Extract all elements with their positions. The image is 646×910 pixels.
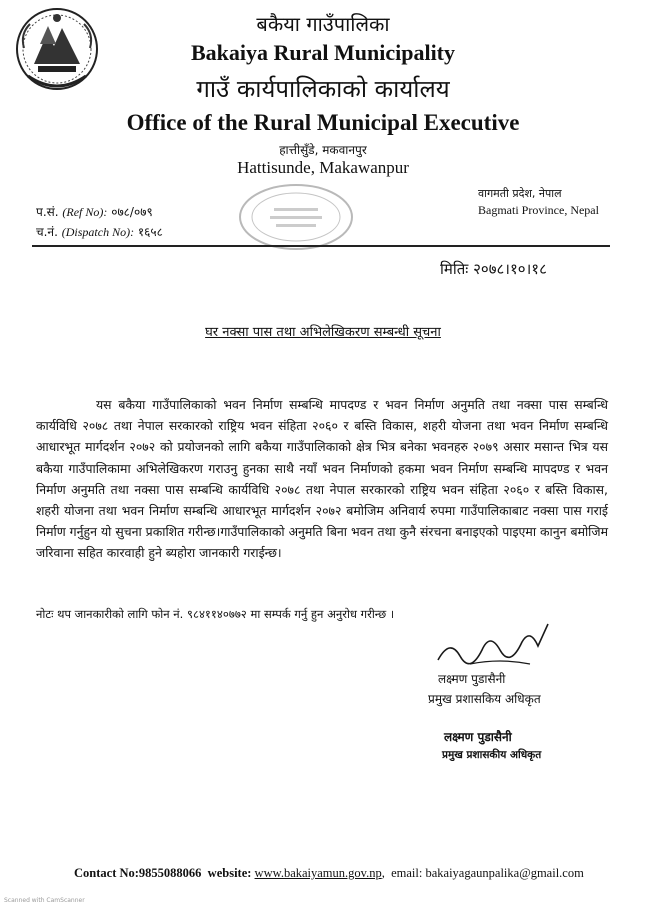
address-nepali: हात्तीसुँडे, मकवानपुर	[279, 143, 367, 157]
scanner-watermark: Scanned with CamScanner	[4, 897, 85, 904]
website-link[interactable]: www.bakaiyamun.gov.np	[254, 866, 382, 880]
dispatch-value: १६५८	[137, 225, 163, 239]
ref-value: ०७८/०७९	[111, 205, 153, 219]
municipality-name-nepali: बकैया गाउँपालिका	[256, 12, 390, 36]
office-name-nepali: गाउँ कार्यपालिकाको कार्यालय	[196, 75, 450, 103]
signatory-title-stamp: प्रमुख प्रशासकीय अधिकृत	[442, 749, 542, 761]
province-english: Bagmati Province, Nepal	[478, 203, 599, 217]
province-nepali: वागमती प्रदेश, नेपाल	[478, 187, 562, 200]
notice-body: यस बकैया गाउँपालिकाको भवन निर्माण सम्बन्धि मापदण्ड र भवन निर्माण अनुमति तथा नक्सा पास सम्बन्धि कार्यविधि २०७८ तथा नेपाल सरकारको राष्ट्रिय भवन संहिता २०६० र बस्ति विकास, शहरी योजना तथा भवन निर्माण सम्बन्धि आधारभूत मार्गदर्शन २०७२ को प्रयोजनको लागि बकैया गाउँपालिकाको क्षेत्र भित्र बनेका भवनहरु २०७९ असार मसान्त भित्र यस बकैया गाउँपालिकामा अभिलेखिकरण गराउनु हुनका साथै नयाँ भवन निर्माणको हकमा भवन निर्माण सम्बन्धि मापदण्ड र भवन निर्माण अनुमति तथा नक्सा पास सम्बन्धि कार्यविधि २०७८ तथा नेपाल सरकारको राष्ट्रिय भवन संहिता २०६० र बस्ति विकास, शहरी योजना तथा भवन निर्माण सम्बन्धि आधारभूत मार्गदर्शन २०७२ बमोजिम अनिवार्य रुपमा गाउँपालिकाबाट नक्सा पास गराई निर्माण गर्नुहुन यो सुचना प्रकाशित गरीन्छ।गाउँपालिकाको अनुमति बिना भवन तथा कुनै संरचना बनाइएको पाइएमा कानुन बमोजिम जरिवाना सहित कारवाही हुने ब्यहोरा जानकारी गराईन्छ।	[36, 397, 608, 561]
date-value: २०७८।१०।१८	[473, 260, 547, 278]
office-name-english: Office of the Rural Municipal Executive	[126, 110, 520, 135]
footer-contact: Contact No:9855088066 website: www.bakaiyamun.gov.np, email: bakaiyagaunpalika@gmail.com	[74, 866, 584, 880]
ref-label-english: (Ref No):	[62, 205, 108, 219]
address-english: Hattisunde, Makawanpur	[237, 158, 409, 177]
website-label: website:	[207, 866, 252, 880]
contact-label: Contact No:	[74, 866, 139, 880]
dispatch-number	[36, 223, 163, 240]
reference-number	[36, 203, 153, 220]
header-divider	[32, 245, 610, 247]
notice-subject	[0, 322, 646, 340]
date-line	[440, 259, 547, 279]
date-label: मितिः	[440, 260, 469, 278]
signatory-name-stamp: लक्ष्मण पुडासैनी	[444, 730, 512, 744]
municipality-name-english: Bakaiya Rural Municipality	[190, 40, 456, 65]
email-label: email:	[391, 866, 423, 880]
dispatch-label-english: (Dispatch No):	[61, 225, 135, 239]
signatory-name-handwritten: लक्ष्मण पुडासैनी	[438, 672, 506, 686]
email-link[interactable]: bakaiyagaunpalika@gmail.com	[425, 866, 584, 880]
handwritten-signature	[430, 620, 560, 676]
subject-text: घर नक्सा पास तथा अभिलेखिकरण सम्बन्धी सूचना	[205, 325, 441, 340]
dispatch-label: च.नं.	[36, 225, 58, 239]
signatory-title-handwritten: प्रमुख प्रशासकिय अधिकृत	[428, 692, 541, 706]
ref-label: प.सं.	[36, 205, 59, 219]
contact-value: 9855088066	[138, 866, 202, 880]
contact-note: नोटः थप जानकारीको लागि फोन नं. ९८४११४०७७२ मा सम्पर्क गर्नु हुन अनुरोध गरीन्छ ।	[36, 607, 395, 621]
